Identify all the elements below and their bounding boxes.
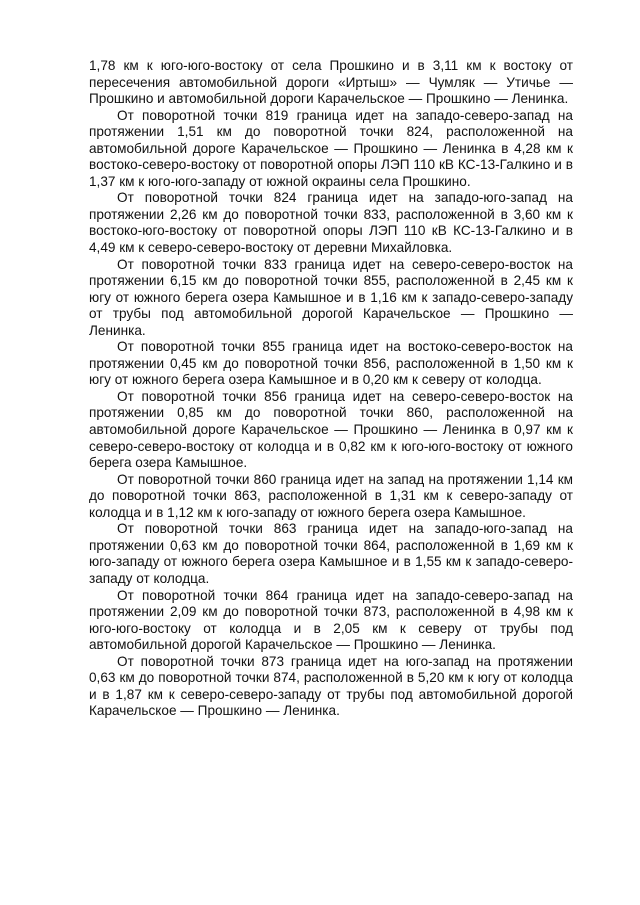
paragraph-point-819: От поворотной точки 819 граница идет на западо-северо-запад на протяжении 1,51 км до поворотной точки 824, расположенной на автомобильной дороге Карачельское — Прошкино — Ленинка в 4,28 км к востоко-северо-востоку от поворотной опоры ЛЭП 110 кВ КС-13-Галкино и в 1,37 км к юго-юго-западу от южной окраины села Прошкино. (89, 107, 573, 189)
document-page (89, 58, 573, 720)
paragraph-point-856: От поворотной точки 856 граница идет на северо-северо-восток на протяжении 0,85 км до поворотной точки 860, расположенной на автомобильной дороге Карачельское — Прошкино — Ленинка в 0,97 км к северо-северо-востоку от колодца и в 0,82 км к юго-юго-востоку от южного берега озера Камышное. (89, 388, 573, 471)
paragraph-point-860: От поворотной точки 860 граница идет на запад на протяжении 1,14 км до поворотной точки 863, расположенной в 1,31 км к северо-западу от колодца и в 1,12 км к юго-западу от южного берега озера Камышное. (89, 471, 573, 520)
paragraph-point-873: От поворотной точки 873 граница идет на юго-запад на протяжении 0,63 км до поворотной точки 874, расположенной в 5,20 км к югу от колодца и в 1,87 км к северо-северо-западу от трубы под автомобильной дорогой Карачельское — Прошкино — Ленинка. (89, 653, 573, 719)
paragraph-continuation: 1,78 км к юго-юго-востоку от села Прошкино и в 3,11 км к востоку от пересечения автомобильной дороги «Иртыш» — Чумляк — Утичье — Прошкино и автомобильной дороги Карачельское — Прошкино — Ленинка. (89, 58, 573, 107)
paragraph-point-864: От поворотной точки 864 граница идет на западо-северо-запад на протяжении 2,09 км до поворотной точки 873, расположенной в 4,98 км к юго-юго-востоку от колодца и в 2,05 км к северу от трубы под автомобильной дорогой Карачельское — Прошкино — Ленинка. (89, 587, 573, 653)
paragraph-point-833: От поворотной точки 833 граница идет на северо-северо-восток на протяжении 6,15 км до поворотной точки 855, расположенной в 2,45 км к югу от южного берега озера Камышное и в 1,16 км к западо-северо-западу от трубы под автомобильной дорогой Карачельское — Прошкино — Ленинка. (89, 256, 573, 338)
paragraph-point-855: От поворотной точки 855 граница идет на востоко-северо-восток на протяжении 0,45 км до поворотной точки 856, расположенной в 1,50 км к югу от южного берега озера Камышное и в 0,20 км к северу от колодца. (89, 339, 573, 388)
paragraph-point-863: От поворотной точки 863 граница идет на западо-юго-запад на протяжении 0,63 км до поворотной точки 864, расположенной в 1,69 км к юго-западу от южного берега озера Камышное и в 1,55 км к западо-северо-западу от колодца. (89, 521, 573, 586)
paragraph-point-824: От поворотной точки 824 граница идет на западо-юго-запад на протяжении 2,26 км до поворотной точки 833, расположенной в 3,60 км к востоко-юго-востоку от поворотной опоры ЛЭП 110 кВ КС-13-Галкино и в 4,49 км к северо-северо-востоку от деревни Михайловка. (89, 190, 573, 256)
